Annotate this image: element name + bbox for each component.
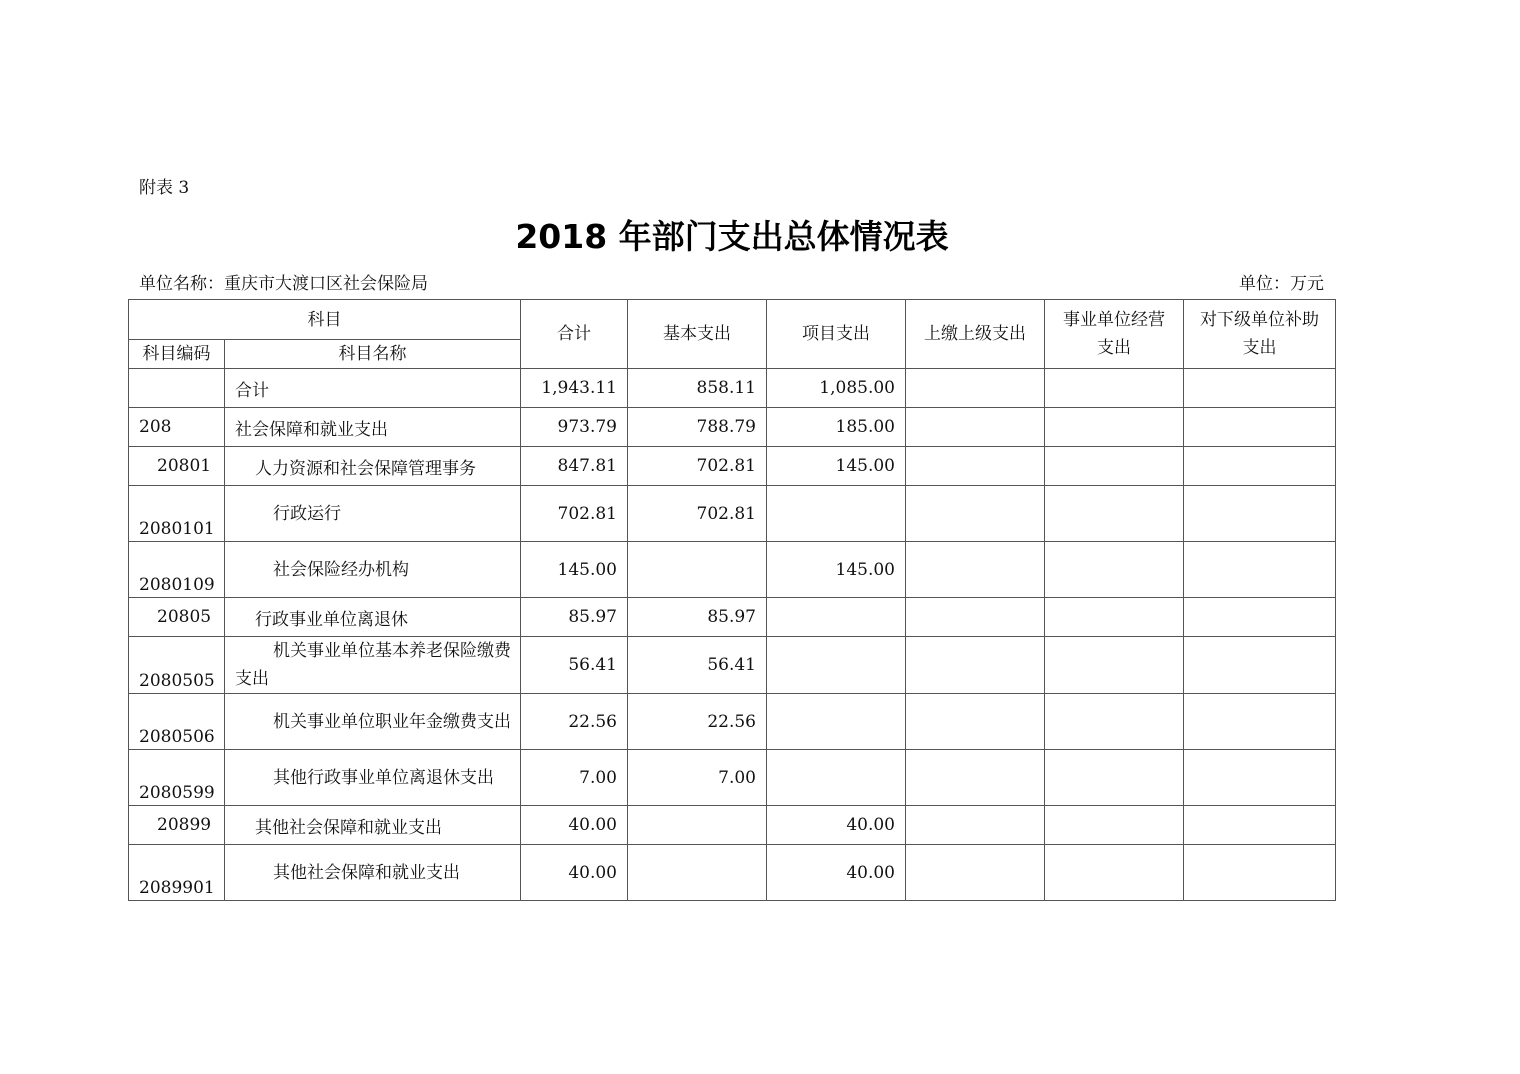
row-upper — [906, 845, 1045, 901]
row-business — [1045, 806, 1184, 845]
row-basic — [628, 542, 767, 598]
row-total: 7.00 — [521, 750, 628, 806]
header-subject-name: 科目名称 — [225, 340, 521, 369]
row-code: 2080109 — [129, 542, 225, 598]
unit-name: 单位名称：重庆市大渡口区社会保险局 — [139, 274, 428, 294]
row-total: 973.79 — [521, 408, 628, 447]
header-subject: 科目 — [129, 300, 521, 340]
row-upper — [906, 598, 1045, 637]
row-business — [1045, 408, 1184, 447]
row-business — [1045, 598, 1184, 637]
row-code: 20801 — [129, 447, 225, 486]
row-name: 机关事业单位职业年金缴费支出 — [225, 694, 521, 750]
table-row — [129, 750, 1336, 806]
table-row — [129, 542, 1336, 598]
row-project — [767, 598, 906, 637]
row-basic — [628, 806, 767, 845]
unit-measure: 单位：万元 — [1239, 274, 1324, 294]
row-subsidy — [1184, 598, 1336, 637]
row-basic: 85.97 — [628, 598, 767, 637]
row-code: 2080599 — [129, 750, 225, 806]
row-subsidy — [1184, 447, 1336, 486]
row-total: 145.00 — [521, 542, 628, 598]
header-project: 项目支出 — [767, 300, 906, 369]
row-basic: 788.79 — [628, 408, 767, 447]
row-name: 社会保险经办机构 — [225, 542, 521, 598]
row-name: 其他社会保障和就业支出 — [225, 806, 521, 845]
row-total: 22.56 — [521, 694, 628, 750]
table-row — [129, 694, 1336, 750]
row-project: 1,085.00 — [767, 369, 906, 408]
header-subsidy-lower: 对下级单位补助支出 — [1184, 300, 1336, 369]
table-row — [129, 486, 1336, 542]
row-upper — [906, 637, 1045, 694]
row-business — [1045, 486, 1184, 542]
row-subsidy — [1184, 637, 1336, 694]
row-code: 2080505 — [129, 637, 225, 694]
row-basic: 22.56 — [628, 694, 767, 750]
row-total: 40.00 — [521, 806, 628, 845]
row-code: 2089901 — [129, 845, 225, 901]
header-total: 合计 — [521, 300, 628, 369]
row-code: 2080101 — [129, 486, 225, 542]
expenditure-table — [128, 299, 1336, 901]
row-subsidy — [1184, 486, 1336, 542]
row-project — [767, 694, 906, 750]
row-basic — [628, 845, 767, 901]
row-project: 40.00 — [767, 845, 906, 901]
page-title: 2018 年部门支出总体情况表 — [515, 217, 949, 256]
row-name: 社会保障和就业支出 — [225, 408, 521, 447]
row-project: 40.00 — [767, 806, 906, 845]
row-project: 145.00 — [767, 447, 906, 486]
row-subsidy — [1184, 750, 1336, 806]
row-code: 208 — [129, 408, 225, 447]
row-project: 185.00 — [767, 408, 906, 447]
row-code: 20899 — [129, 806, 225, 845]
attachment-label: 附表 3 — [139, 178, 190, 198]
table-row — [129, 806, 1336, 845]
row-name: 其他行政事业单位离退休支出 — [225, 750, 521, 806]
table-row — [129, 598, 1336, 637]
row-business — [1045, 845, 1184, 901]
table-row — [129, 637, 1336, 694]
row-subsidy — [1184, 806, 1336, 845]
row-project — [767, 750, 906, 806]
row-total: 85.97 — [521, 598, 628, 637]
row-business — [1045, 447, 1184, 486]
row-name: 行政运行 — [225, 486, 521, 542]
row-upper — [906, 369, 1045, 408]
row-upper — [906, 447, 1045, 486]
row-subsidy — [1184, 845, 1336, 901]
row-name: 行政事业单位离退休 — [225, 598, 521, 637]
row-upper — [906, 806, 1045, 845]
row-name: 机关事业单位基本养老保险缴费支出 — [225, 637, 521, 694]
header-business-operation: 事业单位经营支出 — [1045, 300, 1184, 369]
row-upper — [906, 408, 1045, 447]
table-row — [129, 369, 1336, 408]
row-basic: 702.81 — [628, 447, 767, 486]
row-upper — [906, 542, 1045, 598]
table-row — [129, 845, 1336, 901]
row-business — [1045, 542, 1184, 598]
row-total: 1,943.11 — [521, 369, 628, 408]
row-business — [1045, 369, 1184, 408]
header-upper-remit: 上缴上级支出 — [906, 300, 1045, 369]
row-business — [1045, 694, 1184, 750]
row-upper — [906, 694, 1045, 750]
row-business — [1045, 637, 1184, 694]
row-total: 847.81 — [521, 447, 628, 486]
row-code: 2080506 — [129, 694, 225, 750]
row-total: 56.41 — [521, 637, 628, 694]
row-project — [767, 486, 906, 542]
header-basic: 基本支出 — [628, 300, 767, 369]
row-basic: 858.11 — [628, 369, 767, 408]
row-name: 其他社会保障和就业支出 — [225, 845, 521, 901]
row-project — [767, 637, 906, 694]
row-subsidy — [1184, 694, 1336, 750]
row-basic: 56.41 — [628, 637, 767, 694]
row-code — [129, 369, 225, 408]
row-basic: 7.00 — [628, 750, 767, 806]
row-business — [1045, 750, 1184, 806]
table-row — [129, 408, 1336, 447]
header-subject-code: 科目编码 — [129, 340, 225, 369]
row-name: 合计 — [225, 369, 521, 408]
row-subsidy — [1184, 542, 1336, 598]
row-basic: 702.81 — [628, 486, 767, 542]
row-name: 人力资源和社会保障管理事务 — [225, 447, 521, 486]
table-row — [129, 447, 1336, 486]
row-subsidy — [1184, 408, 1336, 447]
row-total: 40.00 — [521, 845, 628, 901]
row-total: 702.81 — [521, 486, 628, 542]
row-project: 145.00 — [767, 542, 906, 598]
row-subsidy — [1184, 369, 1336, 408]
row-code: 20805 — [129, 598, 225, 637]
row-upper — [906, 486, 1045, 542]
row-upper — [906, 750, 1045, 806]
